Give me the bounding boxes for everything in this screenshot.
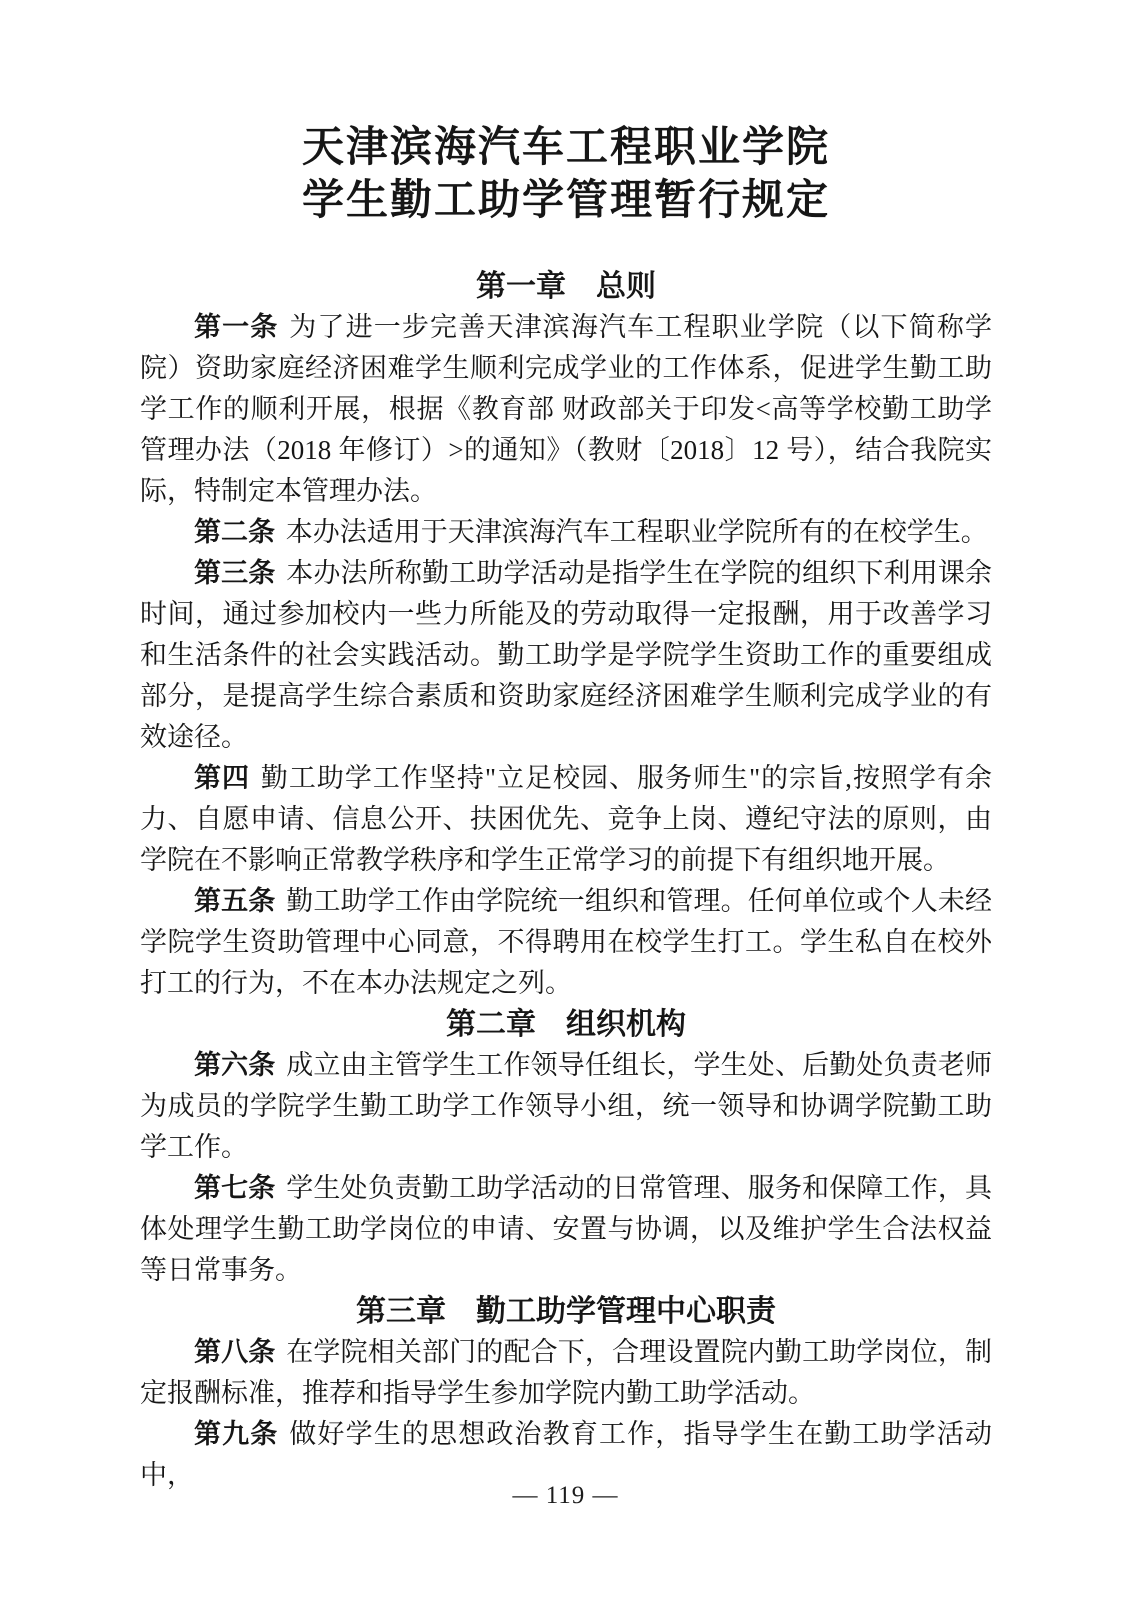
article-label-9: 第九条 (194, 1419, 279, 1449)
article-label-2: 第二条 (194, 517, 275, 547)
article-label-7: 第七条 (194, 1173, 276, 1203)
article-text-3: 本办法所称勤工助学活动是指学生在学院的组织下利用课余时间，通过参加校内一些力所能及的劳动取得一定报酬，用于改善学习和生活条件的社会实践活动。勤工助学是学院学生资助工作的重要组成部分，是提高学生综合素质和资助家庭经济困难学生顺利完成学业的有效途径。 (140, 558, 993, 752)
article-label-5: 第五条 (194, 886, 276, 916)
article-paragraph-2 (140, 512, 992, 553)
article-label-8: 第八条 (194, 1337, 276, 1367)
page-number: — 119 — (512, 1482, 619, 1509)
article-text-9: 做好学生的思想政治教育工作，指导学生在勤工助学活动中， (140, 1419, 993, 1490)
article-paragraph-4 (140, 758, 992, 881)
article-label-6: 第六条 (194, 1050, 276, 1080)
article-paragraph-1 (140, 307, 992, 512)
article-text-1: 为了进一步完善天津滨海汽车工程职业学院（以下简称学院）资助家庭经济困难学生顺利完成学业的工作体系，促进学生勤工助学工作的顺利开展，根据《教育部 财政部关于印发<高等学校勤工助学管理办法（2018 年修订）>的通知》（教财〔2018〕12 号），结合我院实际，特制定本管理办法。 (140, 312, 993, 506)
chapter-heading-1: 第一章 总则 (476, 270, 656, 303)
article-text-7: 学生处负责勤工助学活动的日常管理、服务和保障工作，具体处理学生勤工助学岗位的申请、安置与协调，以及维护学生合法权益等日常事务。 (140, 1173, 993, 1285)
document-title-line2: 学生勤工助学管理暂行规定 (301, 178, 830, 224)
article-label-3: 第三条 (194, 558, 276, 588)
document-content (140, 122, 992, 1496)
article-text-6: 成立由主管学生工作领导任组长，学生处、后勤处负责老师为成员的学院学生勤工助学工作领导小组，统一领导和协调学院勤工助学工作。 (140, 1050, 993, 1162)
article-paragraph-3 (140, 553, 992, 758)
article-text-2: 本办法适用于天津滨海汽车工程职业学院所有的在校学生。 (285, 517, 988, 547)
chapter-heading-3: 第三章 勤工助学管理中心职责 (356, 1295, 776, 1328)
article-paragraph-8 (140, 1332, 992, 1414)
article-label-1: 第一条 (194, 312, 279, 342)
article-label-4: 第四 (194, 763, 251, 793)
article-paragraph-6 (140, 1045, 992, 1168)
chapter-heading-2: 第二章 组织机构 (446, 1008, 686, 1041)
document-title-line1: 天津滨海汽车工程职业学院 (301, 125, 830, 171)
article-text-5: 勤工助学工作由学院统一组织和管理。任何单位或个人未经学院学生资助管理中心同意，不得聘用在校学生打工。学生私自在校外打工的行为，不在本办法规定之列。 (140, 886, 993, 998)
article-text-8: 在学院相关部门的配合下，合理设置院内勤工助学岗位，制定报酬标准，推荐和指导学生参加学院内勤工助学活动。 (140, 1337, 993, 1408)
article-paragraph-5 (140, 881, 992, 1004)
article-text-4: 勤工助学工作坚持"立足校园、服务师生"的宗旨,按照学有余力、自愿申请、信息公开、扶困优先、竞争上岗、遵纪守法的原则，由学院在不影响正常教学秩序和学生正常学习的前提下有组织地开展。 (140, 763, 992, 875)
article-paragraph-7 (140, 1168, 992, 1291)
